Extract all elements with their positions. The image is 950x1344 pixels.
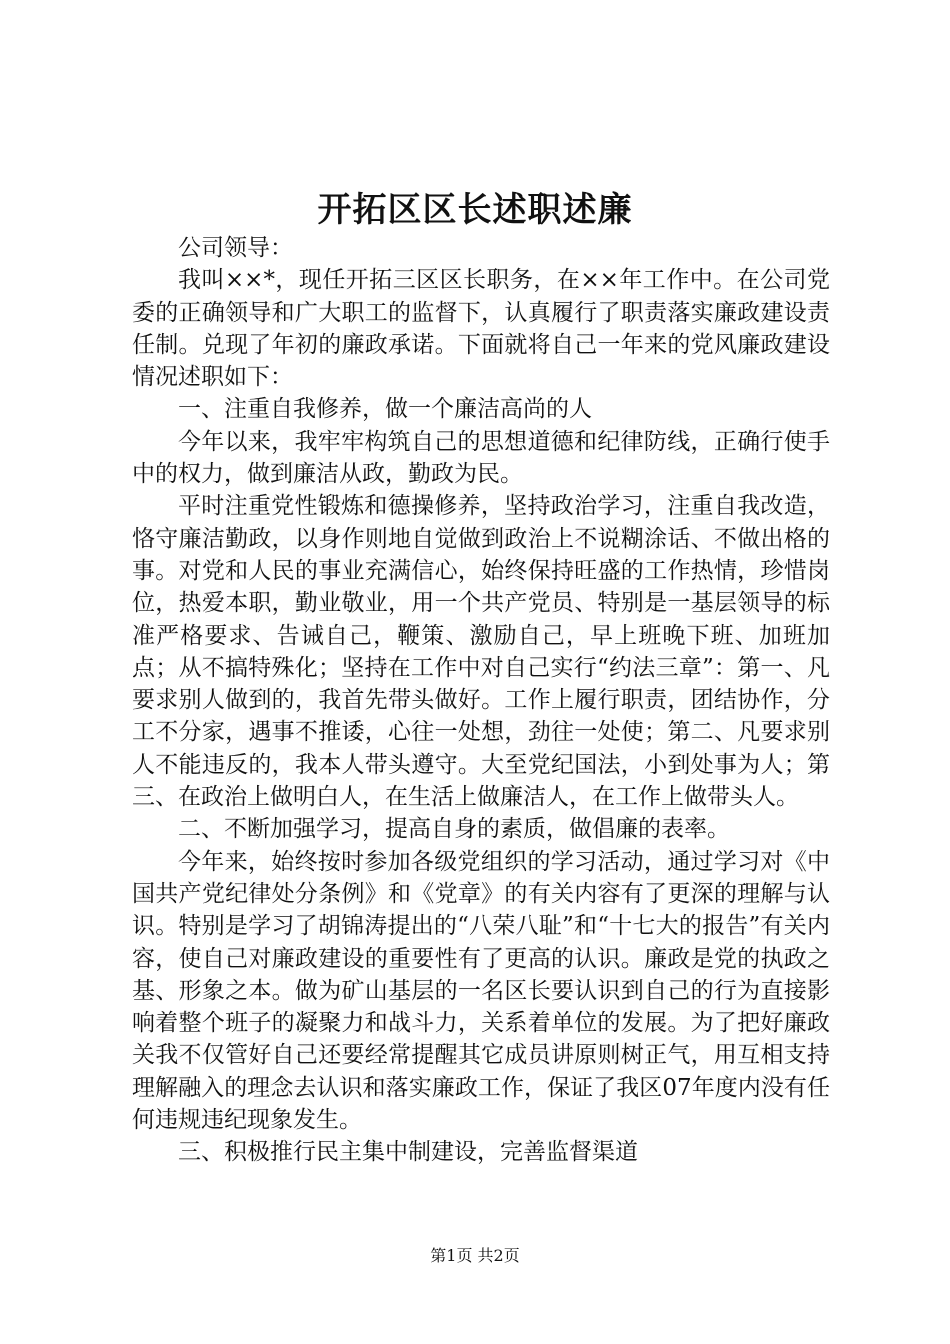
- paragraph-intro: 我叫××*，现任开拓三区区长职务，在××年工作中。在公司党委的正确领导和广大职工的监督下，认真履行了职责落实廉政建设责任制。兑现了年初的廉政承诺。下面就将自己一年来的党风廉政建设情况述职如下：: [132, 267, 830, 391]
- paragraph: 今年以来，我牢牢构筑自己的思想道德和纪律防线，正确行使手中的权力，做到廉洁从政，勤政为民。: [132, 428, 830, 488]
- page-number-footer: 第1页 共2页: [430, 1246, 520, 1265]
- document-title: 开拓区区长述职述廉: [317, 190, 633, 230]
- section-heading-2: 二、不断加强学习，提高自身的素质，做倡廉的表率。: [178, 816, 730, 843]
- document-body: [132, 232, 830, 1169]
- section-heading-1: 一、注重自我修养，做一个廉洁高尚的人: [178, 396, 592, 423]
- section-heading-3: 三、积极推行民主集中制建设，完善监督渠道: [178, 1139, 638, 1166]
- paragraph: 今年来，始终按时参加各级党组织的学习活动，通过学习对《中国共产党纪律处分条例》和《党章》的有关内容有了更深的理解与认识。特别是学习了胡锦涛提出的“八荣八耻”和“十七大的报告”有关内容，使自己对廉政建设的重要性有了更高的认识。廉政是党的执政之基、形象之本。做为矿山基层的一名区长要认识到自己的行为直接影响着整个班子的凝聚力和战斗力，关系着单位的发展。为了把好廉政关我不仅管好自己还要经常提醒其它成员讲原则树正气，用互相支持理解融入的理念去认识和落实廉政工作，保证了我区07年度内没有任何违规违纪现象发生。: [132, 848, 830, 1134]
- paragraph: 平时注重党性锻炼和德操修养，坚持政治学习，注重自我改造，恪守廉洁勤政，以身作则地自觉做到政治上不说糊涂话、不做出格的事。对党和人民的事业充满信心，始终保持旺盛的工作热情，珍惜岗位，热爱本职，勤业敬业，用一个共产党员、特别是一基层领导的标准严格要求、告诫自己，鞭策、激励自己，早上班晚下班、加班加点；从不搞特殊化；坚持在工作中对自己实行“约法三章”：第一、凡要求别人做到的，我首先带头做好。工作上履行职责，团结协作，分工不分家，遇事不推诿，心往一处想，劲往一处使；第二、凡要求别人不能违反的，我本人带头遵守。大至党纪国法，小到处事为人；第三、在政治上做明白人，在生活上做廉洁人，在工作上做带头人。: [132, 493, 830, 811]
- salutation: 公司领导：: [178, 235, 293, 261]
